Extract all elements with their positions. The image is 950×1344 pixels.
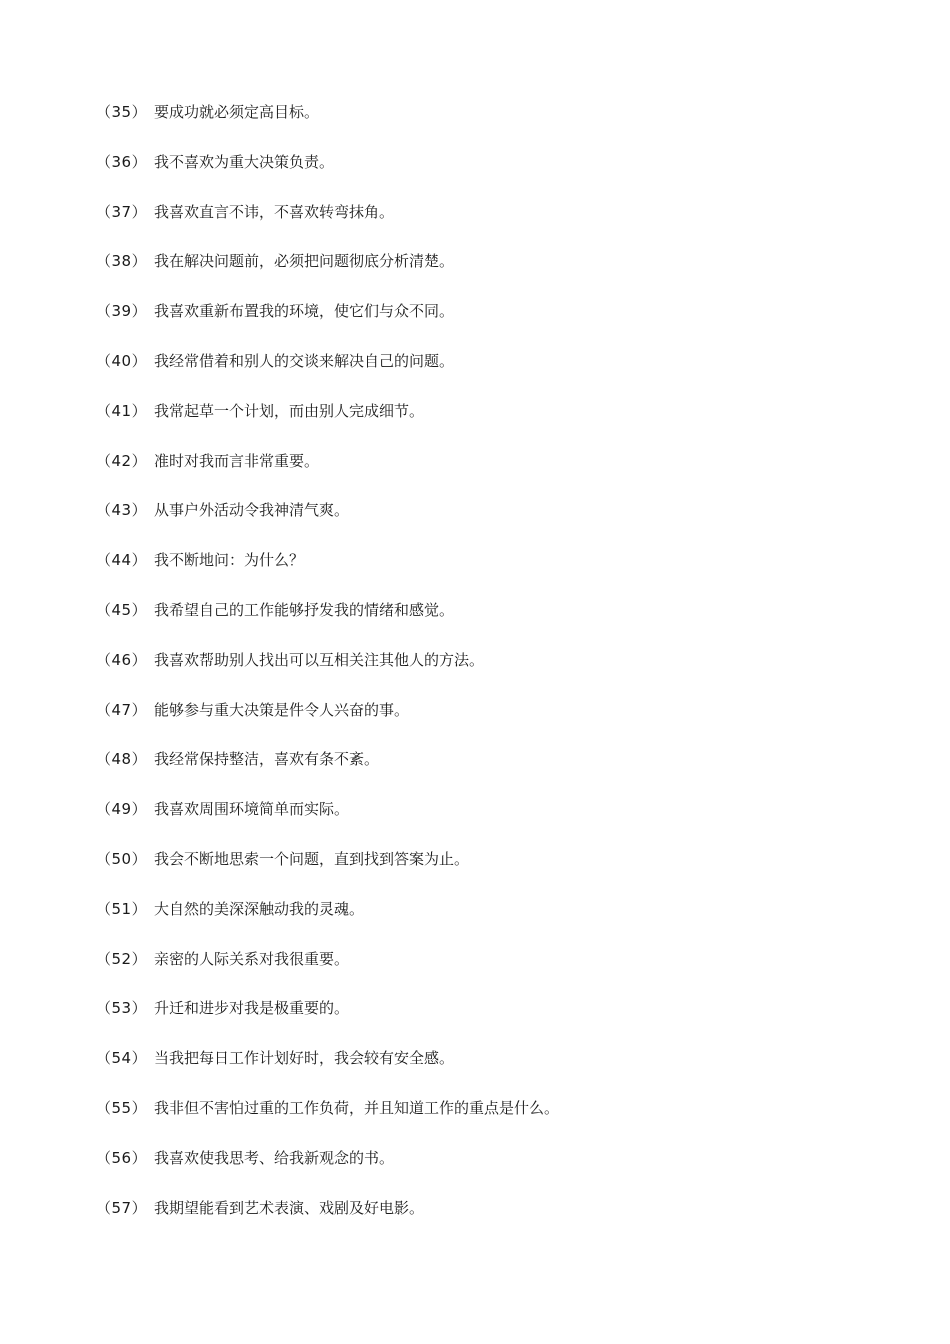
list-item — [96, 399, 559, 449]
item-number: （37） — [96, 202, 148, 221]
item-text: 我喜欢使我思考、给我新观念的书。 — [154, 1148, 395, 1167]
list-item — [96, 648, 559, 698]
item-text: 我不喜欢为重大决策负责。 — [154, 152, 335, 171]
item-text: 我会不断地思索一个问题，直到找到答案为止。 — [154, 849, 470, 868]
item-number: （50） — [96, 849, 148, 868]
item-number: （44） — [96, 551, 148, 570]
item-text: 亲密的人际关系对我很重要。 — [154, 949, 350, 968]
list-item — [96, 150, 559, 200]
item-number: （51） — [96, 899, 148, 918]
list-item — [96, 1096, 559, 1146]
list-item — [96, 1146, 559, 1196]
item-text: 升迁和进步对我是极重要的。 — [154, 999, 350, 1018]
item-text: 从事户外活动令我神清气爽。 — [154, 501, 350, 520]
item-text: 我喜欢周围环境简单而实际。 — [154, 800, 350, 819]
item-text: 我喜欢重新布置我的环境，使它们与众不同。 — [154, 302, 455, 321]
list-item — [96, 847, 559, 897]
item-text: 我不断地问：为什么？ — [154, 551, 305, 570]
list-item — [96, 548, 559, 598]
item-text: 我期望能看到艺术表演、戏剧及好电影。 — [154, 1198, 425, 1217]
question-list — [96, 100, 559, 1245]
item-text: 准时对我而言非常重要。 — [154, 451, 320, 470]
item-number: （47） — [96, 700, 148, 719]
item-number: （53） — [96, 999, 148, 1018]
list-item — [96, 349, 559, 399]
item-text: 大自然的美深深触动我的灵魂。 — [154, 899, 365, 918]
item-text: 我在解决问题前，必须把问题彻底分析清楚。 — [154, 252, 455, 271]
list-item — [96, 498, 559, 548]
list-item — [96, 299, 559, 349]
item-number: （39） — [96, 302, 148, 321]
item-number: （55） — [96, 1098, 148, 1117]
item-number: （52） — [96, 949, 148, 968]
item-number: （56） — [96, 1148, 148, 1167]
item-number: （40） — [96, 351, 148, 370]
item-text: 我喜欢帮助别人找出可以互相关注其他人的方法。 — [154, 650, 485, 669]
list-item — [96, 598, 559, 648]
item-number: （35） — [96, 103, 148, 121]
list-item — [96, 1196, 559, 1246]
item-number: （54） — [96, 1049, 148, 1068]
item-text: 我喜欢直言不讳，不喜欢转弯抹角。 — [154, 202, 395, 221]
list-item — [96, 100, 559, 150]
list-item — [96, 947, 559, 997]
item-text: 我希望自己的工作能够抒发我的情绪和感觉。 — [154, 600, 455, 619]
item-text: 我非但不害怕过重的工作负荷，并且知道工作的重点是什么。 — [154, 1098, 560, 1117]
item-number: （38） — [96, 252, 148, 271]
item-number: （43） — [96, 501, 148, 520]
item-number: （57） — [96, 1198, 148, 1217]
list-item — [96, 996, 559, 1046]
list-item — [96, 797, 559, 847]
item-text: 我常起草一个计划，而由别人完成细节。 — [154, 401, 425, 420]
item-text: 要成功就必须定高目标。 — [154, 103, 320, 121]
list-item — [96, 200, 559, 250]
item-number: （36） — [96, 152, 148, 171]
item-number: （46） — [96, 650, 148, 669]
list-item — [96, 698, 559, 748]
item-text: 我经常保持整洁，喜欢有条不紊。 — [154, 750, 380, 769]
item-number: （41） — [96, 401, 148, 420]
item-number: （48） — [96, 750, 148, 769]
item-number: （45） — [96, 600, 148, 619]
list-item — [96, 249, 559, 299]
list-item — [96, 747, 559, 797]
item-text: 当我把每日工作计划好时，我会较有安全感。 — [154, 1049, 455, 1068]
list-item — [96, 1046, 559, 1096]
list-item — [96, 449, 559, 499]
item-text: 我经常借着和别人的交谈来解决自己的问题。 — [154, 351, 455, 370]
list-item — [96, 897, 559, 947]
item-number: （42） — [96, 451, 148, 470]
item-number: （49） — [96, 800, 148, 819]
item-text: 能够参与重大决策是件令人兴奋的事。 — [154, 700, 410, 719]
